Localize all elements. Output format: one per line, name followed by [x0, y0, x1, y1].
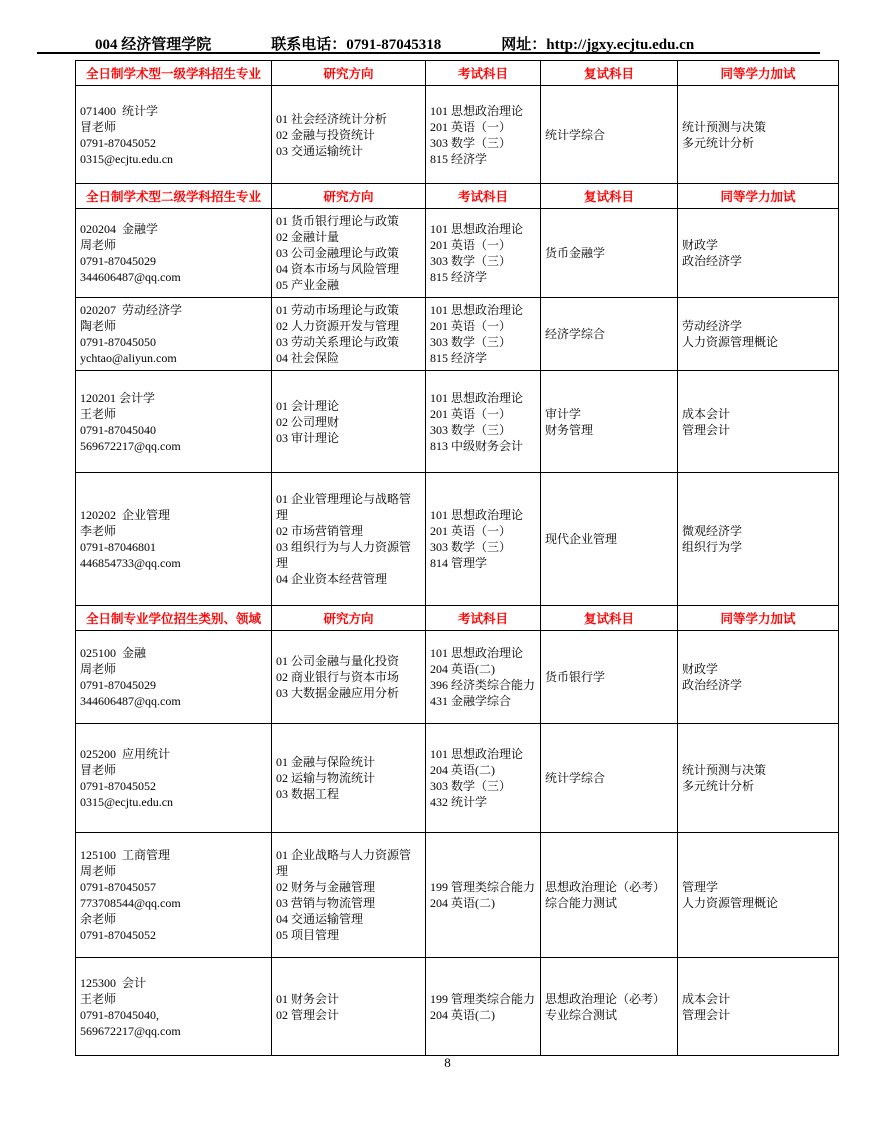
text-line: 101 思想政治理论	[430, 103, 524, 118]
text-line: 303 数学（三）	[430, 779, 512, 793]
text-line: 814 管理学	[430, 556, 488, 570]
directions-cell	[272, 958, 426, 1056]
exams-cell	[426, 86, 541, 184]
text-line: 396 经济类综合能力	[430, 678, 536, 692]
admissions-table-body	[76, 61, 839, 1056]
retest-cell	[541, 371, 678, 473]
text-line: 政治经济学	[682, 678, 743, 692]
text-line: 815 经济学	[430, 351, 488, 365]
additional-cell	[678, 833, 839, 958]
text-line: 05 项目管理	[276, 928, 340, 942]
directions-cell	[272, 209, 426, 298]
exams-cell	[426, 631, 541, 724]
text-line: 冒老师	[80, 119, 117, 134]
text-line: 统计学综合	[545, 771, 606, 785]
section-header-row	[76, 61, 839, 86]
text-line: 773708544@qq.com	[80, 896, 181, 910]
additional-cell	[678, 631, 839, 724]
text-line: 01 货币银行理论与政策	[276, 214, 400, 228]
column-header: 复试科目	[541, 184, 678, 209]
text-line: 303 数学（三）	[430, 335, 512, 349]
text-line: 201 英语（一）	[430, 238, 512, 252]
text-line: 101 思想政治理论	[430, 646, 524, 660]
text-line: 02 公司理财	[276, 414, 340, 429]
text-line: 统计预测与决策	[682, 119, 767, 134]
text-line: 03 交通运输统计	[276, 143, 364, 158]
text-line: 管理学	[682, 880, 719, 894]
text-line: 经济学综合	[545, 327, 606, 341]
column-header: 复试科目	[541, 61, 678, 86]
text-line: 01 劳动市场理论与政策	[276, 303, 400, 317]
text-line: 劳动经济学	[682, 319, 743, 333]
column-header: 同等学力加试	[678, 61, 839, 86]
text-line: 201 英语（一）	[430, 524, 512, 538]
text-line: 03 审计理论	[276, 430, 340, 445]
text-line: 审计学	[545, 406, 582, 421]
exams-cell	[426, 724, 541, 833]
retest-cell	[541, 86, 678, 184]
text-line: 思想政治理论（必考）	[545, 991, 666, 1006]
exams-cell	[426, 473, 541, 606]
directions-cell	[272, 371, 426, 473]
text-line: 101 思想政治理论	[430, 508, 524, 522]
text-line: 125100 工商管理	[80, 848, 171, 862]
text-line: 0791-87045057	[80, 880, 156, 894]
table-row	[76, 724, 839, 833]
text-line: 陶老师	[80, 319, 117, 333]
text-line: 王老师	[80, 991, 117, 1006]
text-line: 李老师	[80, 524, 117, 538]
text-line: 周老师	[80, 662, 117, 676]
text-line: 071400 统计学	[80, 103, 159, 118]
text-line: 03 数据工程	[276, 787, 340, 801]
table-row	[76, 298, 839, 371]
table-row	[76, 473, 839, 606]
table-row	[76, 86, 839, 184]
text-line: 101 思想政治理论	[430, 222, 524, 236]
text-line: 周老师	[80, 238, 117, 252]
text-line: 02 管理会计	[276, 1007, 340, 1022]
text-line: 199 管理类综合能力	[430, 880, 536, 894]
additional-cell	[678, 298, 839, 371]
retest-cell	[541, 958, 678, 1056]
text-line: 财政学	[682, 238, 719, 252]
retest-cell	[541, 473, 678, 606]
text-line: 01 社会经济统计分析	[276, 111, 388, 126]
column-header: 全日制学术型二级学科招生专业	[76, 184, 272, 209]
text-line: 01 企业管理理论与战略管理	[276, 492, 412, 522]
table-row	[76, 371, 839, 473]
admissions-table	[75, 60, 839, 1056]
text-line: 02 运输与物流统计	[276, 771, 376, 785]
text-line: 01 财务会计	[276, 991, 340, 1006]
text-line: 04 社会保险	[276, 351, 340, 365]
text-line: 02 金融与投资统计	[276, 127, 376, 142]
directions-cell	[272, 631, 426, 724]
text-line: 03 大数据金融应用分析	[276, 686, 400, 700]
program-cell	[76, 371, 272, 473]
document-header	[95, 33, 694, 54]
text-line: 569672217@qq.com	[80, 1023, 181, 1038]
text-line: 025100 金融	[80, 646, 147, 660]
text-line: 01 公司金融与量化投资	[276, 654, 400, 668]
text-line: 204 英语(二)	[430, 896, 495, 910]
section-header-row	[76, 184, 839, 209]
table-row	[76, 631, 839, 724]
exams-cell	[426, 298, 541, 371]
text-line: 02 财务与金融管理	[276, 880, 376, 894]
contact-phone: 联系电话：0791-87045318	[271, 37, 442, 53]
text-line: 成本会计	[682, 406, 731, 421]
text-line: 204 英语(二)	[430, 763, 495, 777]
text-line: 0791-87045052	[80, 779, 156, 793]
text-line: 120201 会计学	[80, 390, 156, 405]
text-line: 05 产业金融	[276, 278, 340, 292]
additional-cell	[678, 958, 839, 1056]
table-row	[76, 958, 839, 1056]
text-line: 02 商业银行与资本市场	[276, 670, 400, 684]
column-header: 研究方向	[272, 184, 426, 209]
exams-cell	[426, 958, 541, 1056]
retest-cell	[541, 631, 678, 724]
text-line: 04 交通运输管理	[276, 912, 364, 926]
text-line: 204 英语(二)	[430, 1007, 495, 1022]
text-line: 303 数学（三）	[430, 540, 512, 554]
text-line: 125300 会计	[80, 975, 147, 990]
directions-cell	[272, 473, 426, 606]
text-line: 统计学综合	[545, 127, 606, 142]
program-cell	[76, 724, 272, 833]
directions-cell	[272, 833, 426, 958]
text-line: 货币银行学	[545, 670, 606, 684]
program-cell	[76, 631, 272, 724]
program-cell	[76, 209, 272, 298]
text-line: 03 组织行为与人力资源管理	[276, 540, 412, 570]
column-header: 考试科目	[426, 606, 541, 631]
text-line: 344606487@qq.com	[80, 270, 181, 284]
program-cell	[76, 473, 272, 606]
text-line: 组织行为学	[682, 540, 743, 554]
exams-cell	[426, 209, 541, 298]
retest-cell	[541, 833, 678, 958]
text-line: 02 人力资源开发与管理	[276, 319, 400, 333]
text-line: 0791-87045040,	[80, 1007, 159, 1022]
text-line: 303 数学（三）	[430, 135, 512, 150]
additional-cell	[678, 209, 839, 298]
text-line: 201 英语（一）	[430, 406, 512, 421]
text-line: 思想政治理论（必考）	[545, 880, 666, 894]
text-line: 现代企业管理	[545, 532, 618, 546]
directions-cell	[272, 298, 426, 371]
text-line: 货币金融学	[545, 246, 606, 260]
text-line: 0315@ecjtu.edu.cn	[80, 795, 174, 809]
text-line: 0791-87046801	[80, 540, 156, 554]
text-line: 王老师	[80, 406, 117, 421]
section-header-row	[76, 606, 839, 631]
header-underline	[37, 52, 820, 54]
text-line: 303 数学（三）	[430, 254, 512, 268]
text-line: 03 公司金融理论与政策	[276, 246, 400, 260]
column-header: 同等学力加试	[678, 606, 839, 631]
website-url: 网址：http://jgxy.ecjtu.edu.cn	[501, 37, 695, 53]
text-line: 02 市场营销管理	[276, 524, 364, 538]
text-line: 01 企业战略与人力资源管理	[276, 848, 412, 878]
text-line: 余老师	[80, 912, 117, 926]
column-header: 全日制专业学位招生类别、领域	[76, 606, 272, 631]
text-line: 01 会计理论	[276, 398, 340, 413]
text-line: 0791-87045040	[80, 422, 156, 437]
text-line: 815 经济学	[430, 270, 488, 284]
directions-cell	[272, 724, 426, 833]
text-line: 120202 企业管理	[80, 508, 171, 522]
department-title: 004 经济管理学院	[95, 37, 212, 53]
text-line: 813 中级财务会计	[430, 438, 524, 453]
retest-cell	[541, 724, 678, 833]
table-row	[76, 209, 839, 298]
text-line: 管理会计	[682, 422, 731, 437]
text-line: 201 英语（一）	[430, 119, 512, 134]
text-line: 微观经济学	[682, 524, 743, 538]
text-line: 204 英语(二)	[430, 662, 495, 676]
directions-cell	[272, 86, 426, 184]
text-line: 432 统计学	[430, 795, 488, 809]
column-header: 考试科目	[426, 61, 541, 86]
column-header: 研究方向	[272, 61, 426, 86]
text-line: 管理会计	[682, 1007, 731, 1022]
text-line: 199 管理类综合能力	[430, 991, 536, 1006]
text-line: 人力资源管理概论	[682, 896, 779, 910]
program-cell	[76, 958, 272, 1056]
column-header: 全日制学术型一级学科招生专业	[76, 61, 272, 86]
column-header: 考试科目	[426, 184, 541, 209]
additional-cell	[678, 724, 839, 833]
text-line: 025200 应用统计	[80, 747, 171, 761]
column-header: 同等学力加试	[678, 184, 839, 209]
text-line: 专业综合测试	[545, 1007, 618, 1022]
text-line: 冒老师	[80, 763, 117, 777]
text-line: 02 金融计量	[276, 230, 340, 244]
text-line: 统计预测与决策	[682, 763, 767, 777]
text-line: ychtao@aliyun.com	[80, 351, 177, 365]
text-line: 0791-87045050	[80, 335, 156, 349]
text-line: 04 资本市场与风险管理	[276, 262, 400, 276]
text-line: 03 营销与物流管理	[276, 896, 376, 910]
text-line: 多元统计分析	[682, 779, 755, 793]
text-line: 周老师	[80, 864, 117, 878]
retest-cell	[541, 298, 678, 371]
text-line: 569672217@qq.com	[80, 438, 181, 453]
text-line: 303 数学（三）	[430, 422, 512, 437]
page-number: 8	[444, 1055, 451, 1070]
text-line: 0791-87045029	[80, 678, 156, 692]
text-line: 03 劳动关系理论与政策	[276, 335, 400, 349]
retest-cell	[541, 209, 678, 298]
additional-cell	[678, 371, 839, 473]
text-line: 0791-87045052	[80, 928, 156, 942]
exams-cell	[426, 833, 541, 958]
text-line: 财务管理	[545, 422, 594, 437]
program-cell	[76, 86, 272, 184]
text-line: 财政学	[682, 662, 719, 676]
text-line: 成本会计	[682, 991, 731, 1006]
text-line: 人力资源管理概论	[682, 335, 779, 349]
text-line: 0791-87045029	[80, 254, 156, 268]
table-row	[76, 833, 839, 958]
text-line: 多元统计分析	[682, 135, 755, 150]
text-line: 020207 劳动经济学	[80, 303, 183, 317]
column-header: 研究方向	[272, 606, 426, 631]
additional-cell	[678, 473, 839, 606]
program-cell	[76, 833, 272, 958]
text-line: 01 金融与保险统计	[276, 755, 376, 769]
text-line: 政治经济学	[682, 254, 743, 268]
additional-cell	[678, 86, 839, 184]
text-line: 201 英语（一）	[430, 319, 512, 333]
text-line: 0791-87045052	[80, 135, 156, 150]
exams-cell	[426, 371, 541, 473]
text-line: 0315@ecjtu.edu.cn	[80, 151, 174, 166]
text-line: 综合能力测试	[545, 896, 618, 910]
text-line: 101 思想政治理论	[430, 747, 524, 761]
text-line: 020204 金融学	[80, 222, 159, 236]
text-line: 815 经济学	[430, 151, 488, 166]
text-line: 04 企业资本经营管理	[276, 572, 388, 586]
text-line: 431 金融学综合	[430, 694, 512, 708]
text-line: 344606487@qq.com	[80, 694, 181, 708]
program-cell	[76, 298, 272, 371]
text-line: 101 思想政治理论	[430, 303, 524, 317]
text-line: 101 思想政治理论	[430, 390, 524, 405]
column-header: 复试科目	[541, 606, 678, 631]
text-line: 446854733@qq.com	[80, 556, 181, 570]
